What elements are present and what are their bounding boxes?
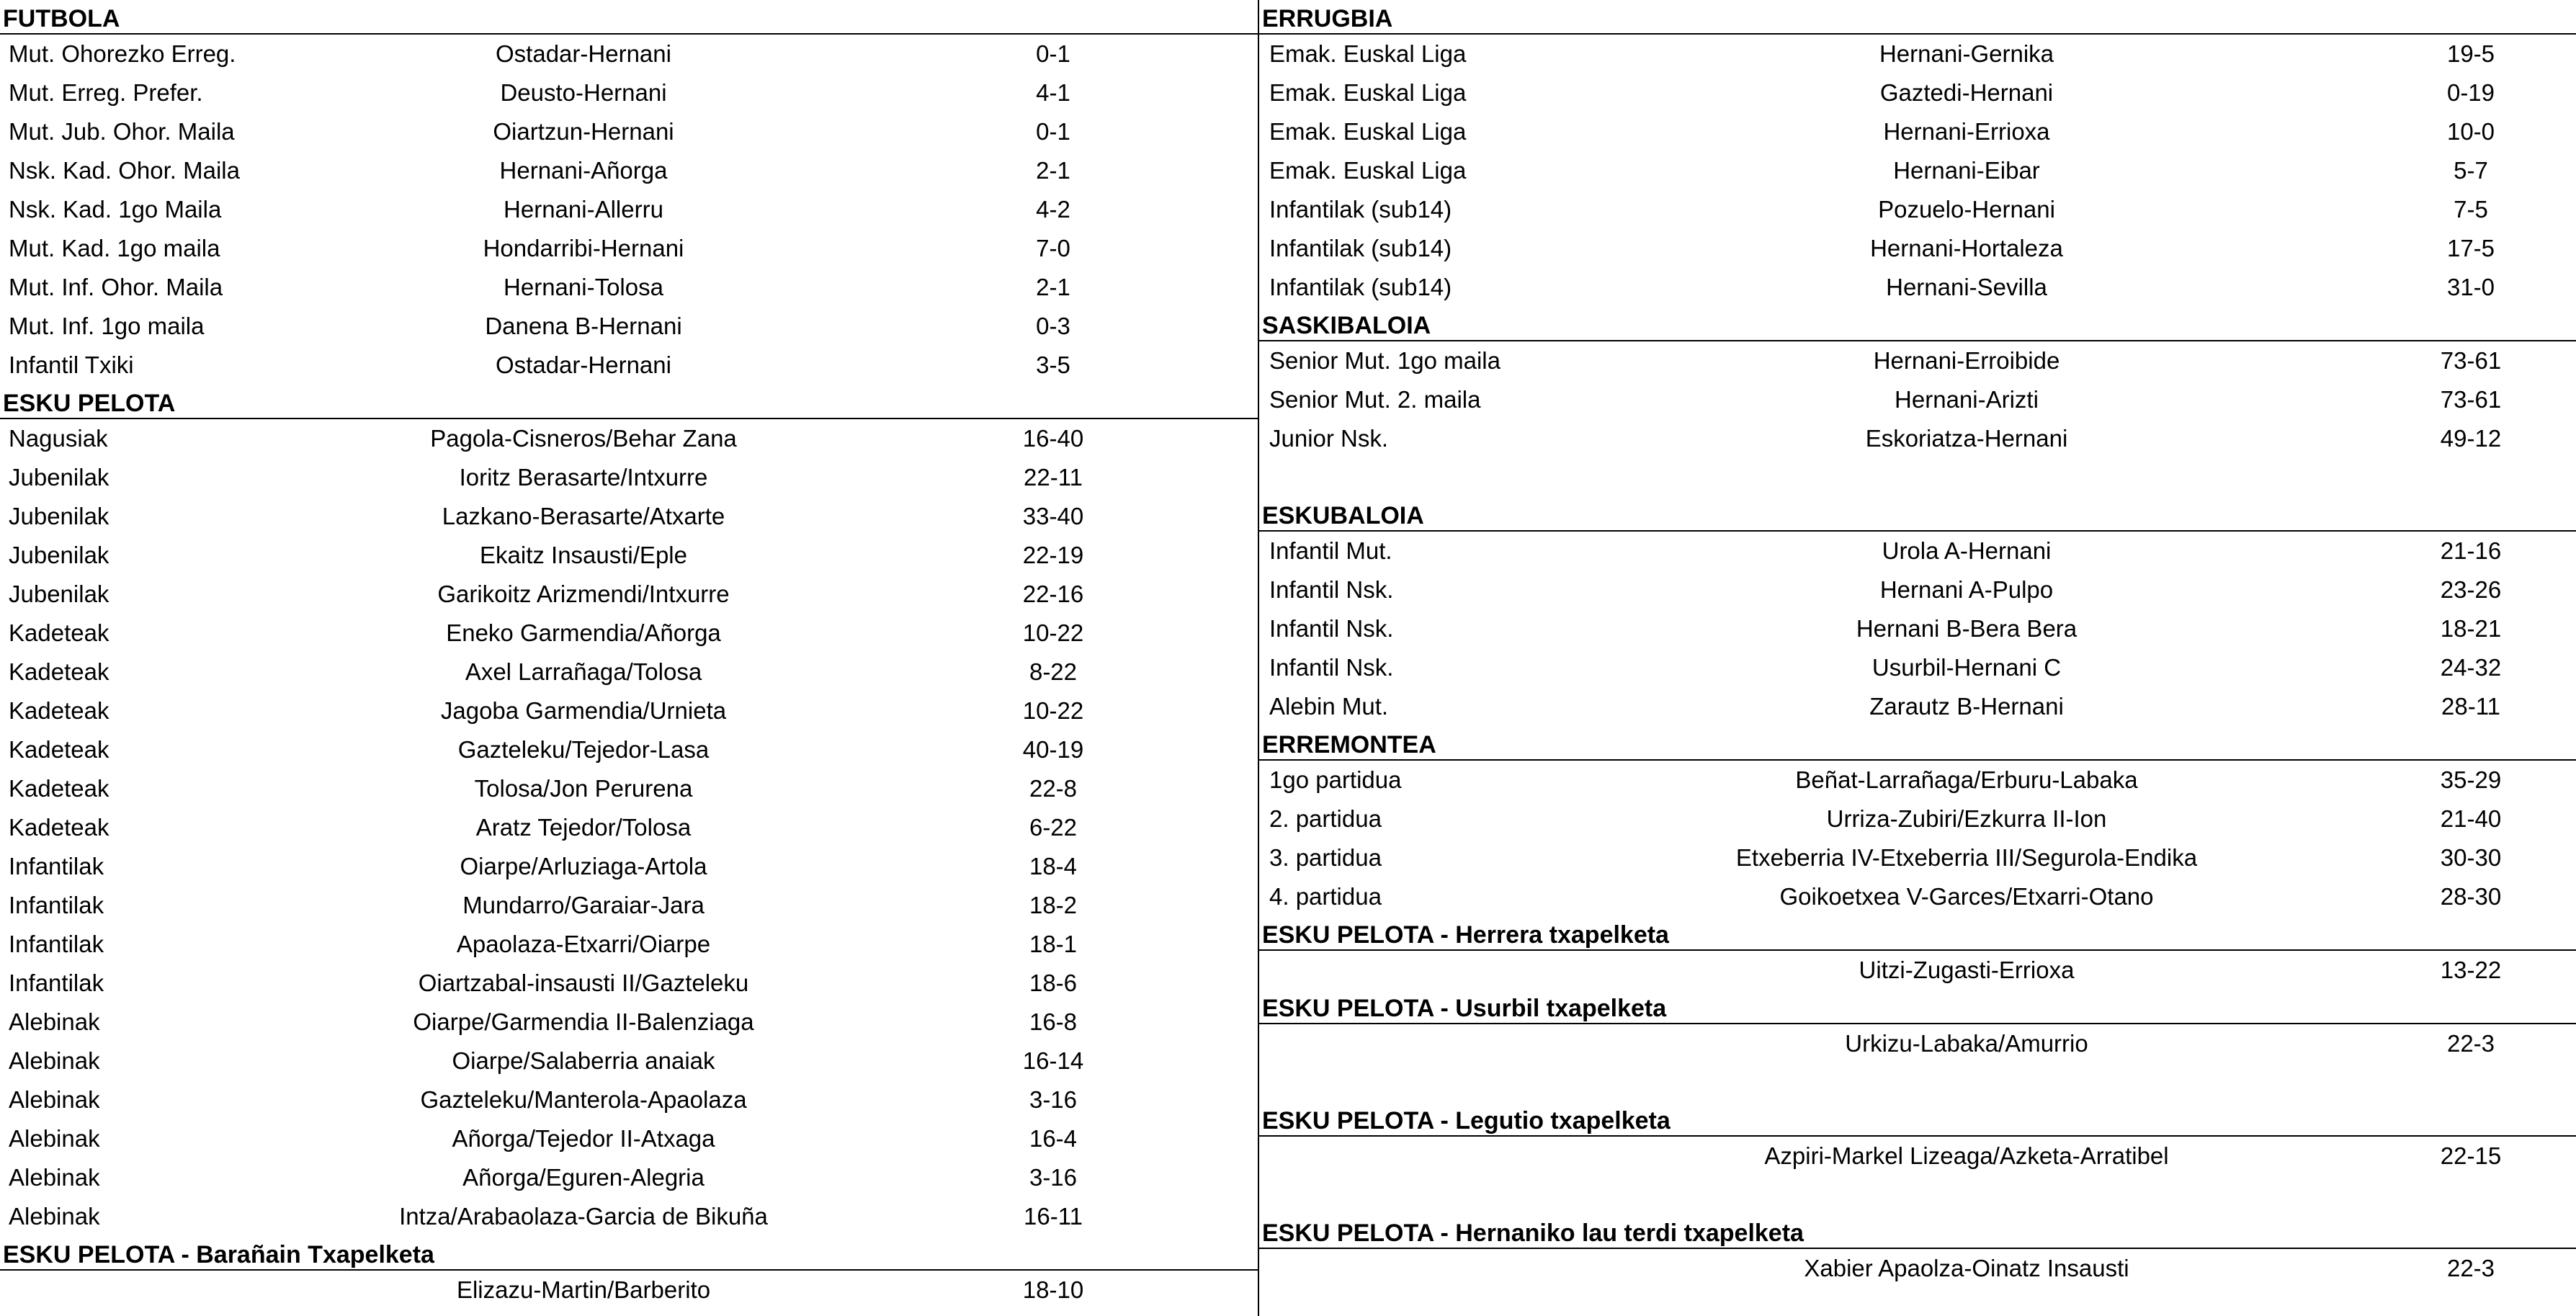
score-cell: 22-11 <box>1024 464 1083 491</box>
section-title: ESKUBALOIA <box>1259 497 2576 532</box>
result-row <box>1259 570 2576 609</box>
section-title: ESKU PELOTA - Barañain Txapelketa <box>0 1236 1259 1271</box>
score-cell: 21-40 <box>2440 805 2502 832</box>
score-cell: 21-16 <box>2440 537 2502 564</box>
match-cell: Oiarpe/Salaberria anaiak <box>452 1047 715 1074</box>
match-cell: Hernani-Tolosa <box>504 274 663 300</box>
match-cell: Gaztedi-Hernani <box>1879 79 2054 106</box>
blank-row <box>1259 458 2576 497</box>
category-cell: Kadeteak <box>9 658 109 685</box>
result-row <box>0 653 1259 691</box>
result-row <box>1259 112 2576 151</box>
score-cell: 35-29 <box>2440 766 2502 793</box>
result-row <box>1259 761 2576 800</box>
category-cell: Infantil Nsk. <box>1269 576 1394 603</box>
match-cell: Hernani-Erroibide <box>1873 347 2060 374</box>
result-row <box>0 1158 1259 1197</box>
category-cell: 4. partidua <box>1269 883 1382 910</box>
score-cell: 28-11 <box>2441 693 2500 720</box>
match-cell: Ostadar-Hernani <box>496 352 671 378</box>
category-cell: Alebinak <box>9 1164 100 1191</box>
category-cell: Emak. Euskal Liga <box>1269 79 1467 106</box>
category-cell: Mut. Jub. Ohor. Maila <box>9 118 235 145</box>
category-cell: Alebinak <box>9 1086 100 1113</box>
match-cell: Mundarro/Garaiar-Jara <box>462 892 705 918</box>
score-cell: 10-22 <box>1022 619 1084 646</box>
result-row <box>1259 800 2576 838</box>
category-cell: Mut. Erreg. Prefer. <box>9 79 203 106</box>
section-futbola <box>0 0 1259 385</box>
category-cell: Alebinak <box>9 1125 100 1152</box>
score-cell: 22-19 <box>1022 542 1084 568</box>
match-cell: Goikoetxea V-Garces/Etxarri-Otano <box>1779 883 2154 910</box>
result-row <box>1259 35 2576 73</box>
match-cell: Uitzi-Zugasti-Errioxa <box>1859 957 2075 983</box>
score-cell: 0-3 <box>1036 313 1070 339</box>
section-title: ERREMONTEA <box>1259 726 2576 761</box>
category-cell: Emak. Euskal Liga <box>1269 118 1467 145</box>
score-cell: 18-10 <box>1022 1276 1084 1303</box>
match-cell: Deusto-Hernani <box>500 79 667 106</box>
result-row <box>0 964 1259 1003</box>
score-cell: 4-1 <box>1036 79 1070 106</box>
score-cell: 33-40 <box>1022 503 1084 529</box>
match-cell: Hernani-Hortaleza <box>1870 235 2063 261</box>
match-cell: Beñat-Larrañaga/Erburu-Labaka <box>1795 766 2138 793</box>
match-cell: Aratz Tejedor/Tolosa <box>475 814 692 841</box>
score-cell: 7-5 <box>2454 196 2488 223</box>
match-cell: Eskoriatza-Hernani <box>1865 425 2068 452</box>
score-cell: 0-19 <box>2446 79 2495 106</box>
score-cell: 73-61 <box>2440 347 2502 374</box>
category-cell: Kadeteak <box>9 619 109 646</box>
match-cell: Hernani B-Bera Bera <box>1856 615 2078 642</box>
match-cell: Eneko Garmendia/Añorga <box>446 619 721 646</box>
match-cell: Oiarpe/Garmendia II-Balenziaga <box>413 1008 754 1035</box>
result-row <box>1259 1137 2576 1176</box>
category-cell: Senior Mut. 2. maila <box>1269 386 1481 413</box>
category-cell: Emak. Euskal Liga <box>1269 40 1467 67</box>
blank-row <box>1259 1176 2576 1214</box>
category-cell: Jubenilak <box>9 464 109 491</box>
match-cell: Oiarpe/Arluziaga-Artola <box>460 853 707 879</box>
section-title: SASKIBALOIA <box>1259 307 2576 341</box>
result-row <box>0 73 1259 112</box>
match-cell: Oiartzun-Hernani <box>493 118 674 145</box>
result-row <box>1259 190 2576 229</box>
match-cell: Pagola-Cisneros/Behar Zana <box>430 425 737 452</box>
score-cell: 16-14 <box>1022 1047 1084 1074</box>
score-cell: 3-16 <box>1029 1164 1078 1191</box>
category-cell: Infantil Nsk. <box>1269 654 1394 681</box>
result-row <box>0 691 1259 730</box>
match-cell: Hernani-Sevilla <box>1886 274 2047 300</box>
result-row <box>0 575 1259 614</box>
result-row <box>0 769 1259 808</box>
score-cell: 31-0 <box>2446 274 2495 300</box>
score-cell: 6-22 <box>1029 814 1078 841</box>
category-cell: Kadeteak <box>9 814 109 841</box>
score-cell: 24-32 <box>2440 654 2502 681</box>
category-cell: Jubenilak <box>9 542 109 568</box>
section-esku-pelota-herrera-txapelketa <box>1259 916 2576 990</box>
match-cell: Añorga/Tejedor II-Atxaga <box>452 1125 715 1152</box>
category-cell: Infantil Mut. <box>1269 537 1392 564</box>
result-row <box>1259 877 2576 916</box>
category-cell: Alebinak <box>9 1047 100 1074</box>
result-row <box>1259 1024 2576 1063</box>
category-cell: Kadeteak <box>9 736 109 763</box>
result-row <box>0 497 1259 536</box>
result-row <box>0 458 1259 497</box>
match-cell: Elizazu-Martin/Barberito <box>456 1276 711 1303</box>
category-cell: Kadeteak <box>9 697 109 724</box>
result-row <box>1259 687 2576 726</box>
category-cell: Junior Nsk. <box>1269 425 1389 452</box>
score-cell: 49-12 <box>2440 425 2502 452</box>
result-row <box>1259 532 2576 570</box>
category-cell: 1go partidua <box>1269 766 1402 793</box>
match-cell: Hernani-Errioxa <box>1883 118 2050 145</box>
result-row <box>0 730 1259 769</box>
score-cell: 8-22 <box>1029 658 1078 685</box>
score-cell: 18-21 <box>2440 615 2502 642</box>
section-title: ESKU PELOTA - Usurbil txapelketa <box>1259 990 2576 1024</box>
section-errugbia <box>1259 0 2576 307</box>
section-title: ERRUGBIA <box>1259 0 2576 35</box>
category-cell: Nagusiak <box>9 425 108 452</box>
result-row <box>0 1042 1259 1080</box>
category-cell: 2. partidua <box>1269 805 1382 832</box>
result-row <box>0 1119 1259 1158</box>
match-cell: Ekaitz Insausti/Eple <box>480 542 687 568</box>
category-cell: Infantilak <box>9 970 104 996</box>
score-cell: 22-16 <box>1022 581 1084 607</box>
category-cell: Mut. Kad. 1go maila <box>9 235 220 261</box>
match-cell: Ostadar-Hernani <box>496 40 671 67</box>
category-cell: Infantilak (sub14) <box>1269 274 1452 300</box>
match-cell: Hernani-Añorga <box>499 157 668 184</box>
section-esku-pelota-hernaniko-lau-terdi-txapelketa <box>1259 1214 2576 1288</box>
result-row <box>0 112 1259 151</box>
category-cell: 3. partidua <box>1269 844 1382 871</box>
result-row <box>0 1271 1259 1310</box>
result-row <box>0 419 1259 458</box>
match-cell: Hernani-Gernika <box>1879 40 2054 67</box>
result-row <box>0 229 1259 268</box>
section-title: ESKU PELOTA - Hernaniko lau terdi txapelketa <box>1259 1214 2576 1249</box>
section-esku-pelota-bara-ain-txapelketa <box>0 1236 1259 1310</box>
score-cell: 10-0 <box>2446 118 2495 145</box>
result-row <box>1259 73 2576 112</box>
category-cell: Jubenilak <box>9 581 109 607</box>
match-cell: Pozuelo-Hernani <box>1878 196 2055 223</box>
result-row <box>1259 419 2576 458</box>
score-cell: 18-2 <box>1029 892 1078 918</box>
match-cell: Gazteleku/Manterola-Apaolaza <box>420 1086 747 1113</box>
score-cell: 16-11 <box>1024 1203 1083 1230</box>
score-cell: 22-15 <box>2440 1142 2502 1169</box>
result-row <box>1259 1249 2576 1288</box>
score-cell: 16-40 <box>1022 425 1084 452</box>
category-cell: Infantilak (sub14) <box>1269 235 1452 261</box>
section-title: ESKU PELOTA <box>0 385 1259 419</box>
score-cell: 0-1 <box>1036 118 1070 145</box>
result-row <box>1259 838 2576 877</box>
score-cell: 0-1 <box>1036 40 1070 67</box>
score-cell: 22-3 <box>2446 1255 2495 1281</box>
section-saskibaloia <box>1259 307 2576 497</box>
result-row <box>1259 151 2576 190</box>
score-cell: 5-7 <box>2454 157 2488 184</box>
score-cell: 16-4 <box>1029 1125 1078 1152</box>
match-cell: Urola A-Hernani <box>1882 537 2052 564</box>
category-cell: Kadeteak <box>9 775 109 802</box>
section-esku-pelota-usurbil-txapelketa <box>1259 990 2576 1102</box>
match-cell: Garikoitz Arizmendi/Intxurre <box>437 581 730 607</box>
score-cell: 30-30 <box>2440 844 2502 871</box>
right-column <box>1259 0 2576 1316</box>
match-cell: Hernani-Eibar <box>1893 157 2040 184</box>
score-cell: 19-5 <box>2446 40 2495 67</box>
category-cell: Infantilak (sub14) <box>1269 196 1452 223</box>
match-cell: Xabier Apaolza-Oinatz Insausti <box>1804 1255 2129 1281</box>
score-cell: 3-5 <box>1036 352 1070 378</box>
result-row <box>0 151 1259 190</box>
category-cell: Mut. Inf. Ohor. Maila <box>9 274 223 300</box>
section-title: FUTBOLA <box>0 0 1259 35</box>
match-cell: Hernani A-Pulpo <box>1879 576 2054 603</box>
category-cell: Mut. Inf. 1go maila <box>9 313 205 339</box>
match-cell: Tolosa/Jon Perurena <box>474 775 693 802</box>
score-cell: 3-16 <box>1029 1086 1078 1113</box>
result-row <box>0 886 1259 925</box>
match-cell: Jagoba Garmendia/Urnieta <box>440 697 727 724</box>
result-row <box>0 190 1259 229</box>
result-row <box>0 925 1259 964</box>
match-cell: Etxeberria IV-Etxeberria III/Segurola-Endika <box>1735 844 2198 871</box>
category-cell: Infantilak <box>9 931 104 957</box>
score-cell: 40-19 <box>1022 736 1084 763</box>
match-cell: Urkizu-Labaka/Amurrio <box>1845 1030 2088 1057</box>
category-cell: Infantilak <box>9 853 104 879</box>
score-cell: 18-1 <box>1029 931 1078 957</box>
score-cell: 22-8 <box>1029 775 1078 802</box>
score-cell: 17-5 <box>2446 235 2495 261</box>
section-esku-pelota-legutio-txapelketa <box>1259 1102 2576 1214</box>
match-cell: Lazkano-Berasarte/Atxarte <box>442 503 725 529</box>
match-cell: Hernani-Arizti <box>1895 386 2039 413</box>
category-cell: Jubenilak <box>9 503 109 529</box>
section-esku-pelota <box>0 385 1259 1236</box>
category-cell: Alebin Mut. <box>1269 693 1389 720</box>
category-cell: Infantilak <box>9 892 104 918</box>
match-cell: Usurbil-Hernani C <box>1871 654 2062 681</box>
score-cell: 7-0 <box>1036 235 1070 261</box>
match-cell: Intza/Arabaolaza-Garcia de Bikuña <box>399 1203 768 1230</box>
score-cell: 4-2 <box>1036 196 1070 223</box>
match-cell: Añorga/Eguren-Alegria <box>462 1164 705 1191</box>
section-title: ESKU PELOTA - Herrera txapelketa <box>1259 916 2576 951</box>
blank-row <box>1259 1063 2576 1102</box>
match-cell: Ioritz Berasarte/Intxurre <box>459 464 708 491</box>
result-row <box>1259 268 2576 307</box>
result-row <box>0 847 1259 886</box>
category-cell: Infantil Txiki <box>9 352 134 378</box>
score-cell: 28-30 <box>2440 883 2502 910</box>
section-erremontea <box>1259 726 2576 916</box>
category-cell: Emak. Euskal Liga <box>1269 157 1467 184</box>
category-cell: Infantil Nsk. <box>1269 615 1394 642</box>
result-row <box>1259 341 2576 380</box>
result-row <box>1259 609 2576 648</box>
result-row <box>0 307 1259 346</box>
category-cell: Alebinak <box>9 1203 100 1230</box>
category-cell: Nsk. Kad. Ohor. Maila <box>9 157 240 184</box>
result-row <box>1259 229 2576 268</box>
score-cell: 23-26 <box>2440 576 2502 603</box>
result-row <box>0 1197 1259 1236</box>
section-title: ESKU PELOTA - Legutio txapelketa <box>1259 1102 2576 1137</box>
category-cell: Nsk. Kad. 1go Maila <box>9 196 222 223</box>
section-eskubaloia <box>1259 497 2576 726</box>
score-cell: 18-6 <box>1029 970 1078 996</box>
result-row <box>1259 380 2576 419</box>
match-cell: Axel Larrañaga/Tolosa <box>465 658 702 685</box>
score-cell: 18-4 <box>1029 853 1078 879</box>
result-row <box>0 1080 1259 1119</box>
score-cell: 16-8 <box>1029 1008 1078 1035</box>
match-cell: Azpiri-Markel Lizeaga/Azketa-Arratibel <box>1764 1142 2169 1169</box>
match-cell: Hondarribi-Hernani <box>483 235 684 261</box>
score-cell: 2-1 <box>1036 157 1070 184</box>
result-row <box>0 268 1259 307</box>
result-row <box>0 808 1259 847</box>
category-cell: Alebinak <box>9 1008 100 1035</box>
match-cell: Gazteleku/Tejedor-Lasa <box>457 736 710 763</box>
score-cell: 10-22 <box>1022 697 1084 724</box>
score-cell: 22-3 <box>2446 1030 2495 1057</box>
score-cell: 73-61 <box>2440 386 2502 413</box>
score-cell: 13-22 <box>2440 957 2502 983</box>
category-cell: Senior Mut. 1go maila <box>1269 347 1501 374</box>
match-cell: Urriza-Zubiri/Ezkurra II-Ion <box>1826 805 2107 832</box>
result-row <box>1259 951 2576 990</box>
result-row <box>0 614 1259 653</box>
match-cell: Hernani-Allerru <box>504 196 663 223</box>
match-cell: Danena B-Hernani <box>485 313 682 339</box>
result-row <box>1259 648 2576 687</box>
match-cell: Zarautz B-Hernani <box>1869 693 2064 720</box>
match-cell: Apaolaza-Etxarri/Oiarpe <box>456 931 711 957</box>
score-cell: 2-1 <box>1036 274 1070 300</box>
left-column <box>0 0 1259 1316</box>
result-row <box>0 536 1259 575</box>
match-cell: Oiartzabal-insausti II/Gazteleku <box>418 970 749 996</box>
result-row <box>0 346 1259 385</box>
category-cell: Mut. Ohorezko Erreg. <box>9 40 236 67</box>
result-row <box>0 35 1259 73</box>
result-row <box>0 1003 1259 1042</box>
